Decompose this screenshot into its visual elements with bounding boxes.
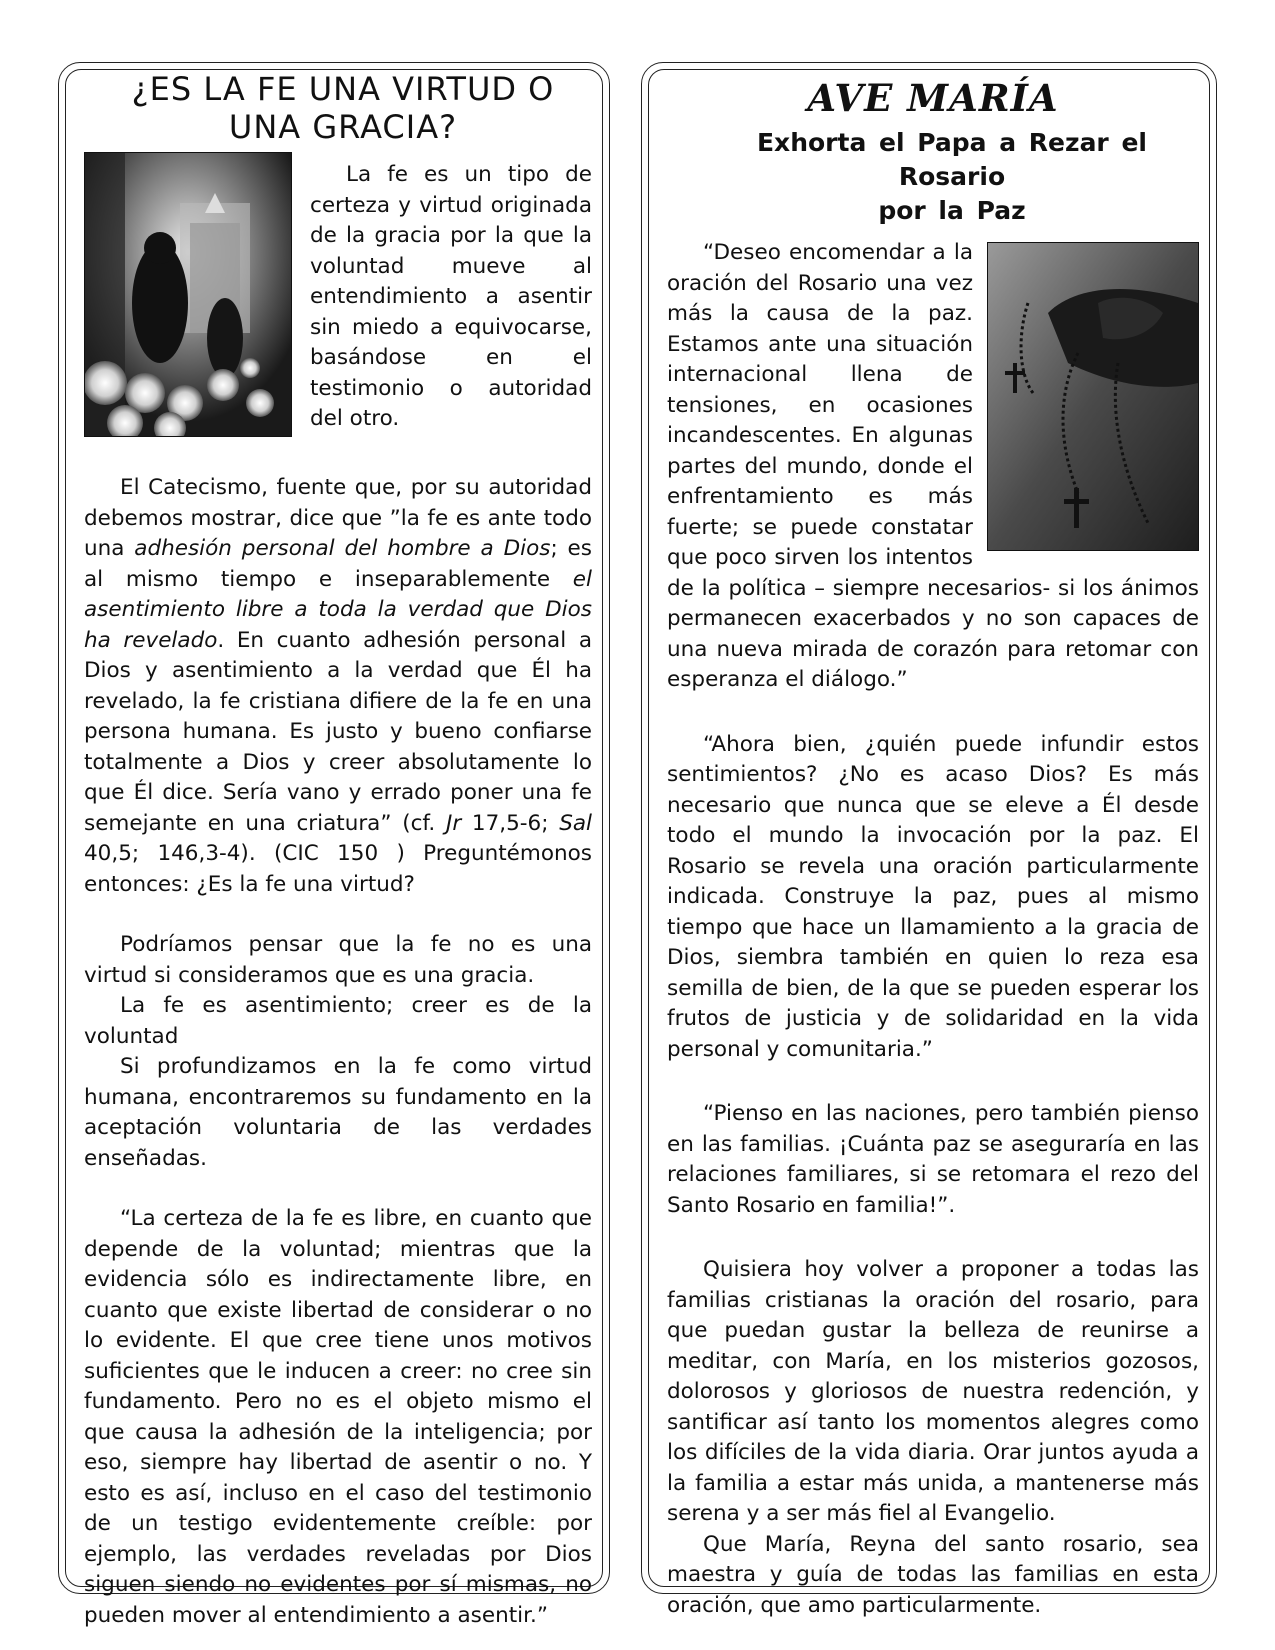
left-intro-paragraph: La fe es un tipo de certeza y virtud originada de la gracia por la que la voluntad mueve al entendimiento a asentir sin miedo a equivocarse, basándose en el testimonio o autoridad del otro.: [310, 162, 592, 431]
right-subtitle-line-1: Exhorta el Papa a Rezar el Rosario: [756, 128, 1147, 191]
left-article-title: [84, 70, 592, 146]
left-certainty-quote-paragraph: “La certeza de la fe es libre, en cuanto que depende de la voluntad; mientras que la evidencia sólo es indirectamente libre, en cuanto que existe libertad de considerar o no lo evidente. El que cree tiene unos motivos suficientes que le inducen a creer: no cree sin fundamento. Pero no es el objeto mismo el que causa la adhesión de la inteligencia; por eso, siempre hay libertad de asentir o no. Y esto es así, incluso en el caso del testimonio de un testigo evidentemente creíble: por ejemplo, las verdades reveladas por Dios siguen siendo no evidentes por sí mismas, no pueden mover al entendimiento a asentir.”: [84, 1206, 592, 1628]
left-p2-d: 17,5-6;: [461, 810, 560, 836]
right-closing-paragraph: Que María, Reyna del santo rosario, sea maestra y guía de todas las familias en esta oración, que amo particularmente.: [667, 1531, 1199, 1618]
right-article: [667, 70, 1199, 1621]
left-p2-b: ; es al mismo tiempo e inseparablemente: [84, 536, 592, 592]
left-p2-a: El Catecismo, fuente que, por su autoridad debemos mostrar, dice que ”la fe es ante todo una: [84, 475, 592, 561]
left-p2-italic-4: Sal: [559, 810, 592, 836]
left-p2-italic-1: adhesión personal del hombre a Dios: [134, 536, 551, 561]
left-p2-italic-2: el asentimiento libre a toda la verdad que Dios ha revelado: [84, 566, 592, 653]
right-families-quote-paragraph: “Pienso en las naciones, pero también pienso en las familias. ¡Cuánta paz se aseguraría en las relaciones familiares, si se retomara el rezo del Santo Rosario en familia!”.: [667, 1101, 1199, 1218]
right-peace-quote-paragraph: “Deseo encomendar a la oración del Rosario una vez más la causa de la paz. Estamos ante una situación internacional llena de tensiones, en ocasiones incandescentes. En algunas partes del mundo, donde el enfrentamiento es más fuerte; se puede constatar que poco sirven los intentos de la política – siempre necesarios- si los ánimos permanecen exacerbados y no son capaces de una nueva mirada de corazón para retomar con esperanza el diálogo.”: [667, 240, 1199, 692]
left-p2-italic-3: Jr: [446, 810, 462, 836]
left-human-virtue-paragraph: Si profundizamos en la fe como virtud humana, encontraremos su fundamento en la aceptación voluntaria de las verdades enseñadas.: [84, 1054, 592, 1171]
right-god-quote-paragraph: “Ahora bien, ¿quién puede infundir estos sentimientos? ¿No es acaso Dios? Es más necesario que nunca que se eleve a Él desde todo el mundo la invocación por la paz. El Rosario se revela una oración particularmente indicada. Construye la paz, pues al mismo tiempo que hace un llamamiento a la gracia de Dios, siembra también en quien lo reza esa semilla de bien, de la que se pueden esperar los frutos de justicia y de solidaridad en la vida personal y comunitaria.”: [667, 731, 1199, 1062]
left-catechism-paragraph: [84, 473, 592, 900]
left-p2-e: 40,5; 146,3-4). (CIC 150 ) Preguntémonos entonces: ¿Es la fe una virtud?: [84, 841, 592, 897]
rosary-hands-photo: [987, 242, 1199, 551]
left-assent-line: La fe es asentimiento; creer es de la voluntad: [84, 993, 592, 1049]
right-proposal-paragraph: Quisiera hoy volver a proponer a todas las familias cristianas la oración del rosario, para que puedan gustar la belleza de reunirse a meditar, con María, en los misterios gozosos, dolorosos y gloriosos de nuestra redención, y santificar así tanto los momentos alegres como los difíciles de la vida diaria. Orar juntos ayuda a la familia a estar más unida, a mantenerse más serena y a ser más fiel al Evangelio.: [667, 1257, 1199, 1526]
left-article: [84, 70, 592, 1631]
right-subtitle-line-2: por la Paz: [878, 196, 1026, 225]
left-title-line-1: ¿ES LA FE UNA VIRTUD O: [131, 70, 555, 108]
right-article-subtitle: [667, 126, 1199, 228]
candles-church-photo: [84, 152, 292, 437]
left-p2-c: . En cuanto adhesión personal a Dios y asentimiento a la verdad que Él ha revelado, la fe cristiana difiere de la fe en una persona humana. Es justo y bueno confiarse totalmente a Dios y creer absolutamente lo que Él dice. Sería vano y errado poner una fe semejante en una criatura” (cf.: [84, 627, 592, 836]
left-grace-paragraph: Podríamos pensar que la fe no es una virtud si consideramos que es una gracia.: [84, 932, 592, 988]
right-article-title: AVE MARÍA: [807, 76, 1059, 120]
left-title-line-2: UNA GRACIA?: [228, 108, 458, 146]
